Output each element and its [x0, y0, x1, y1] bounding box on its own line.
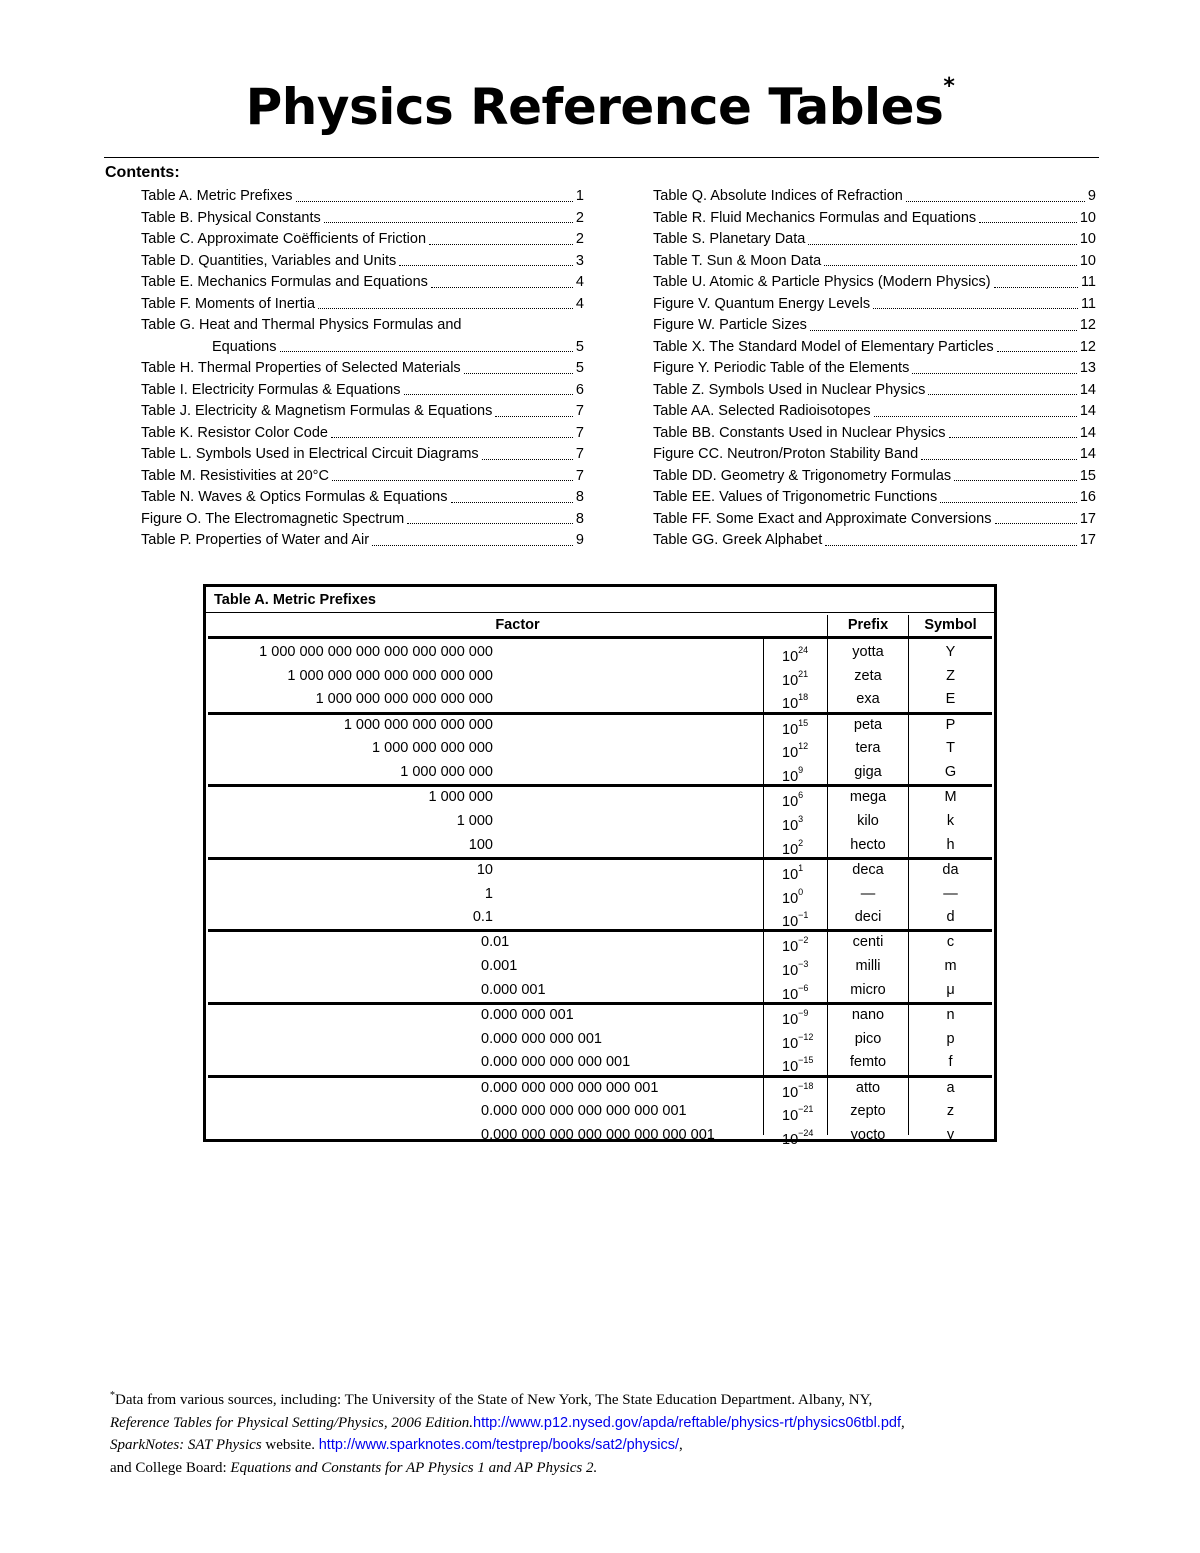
- toc-entry-page: 14: [1079, 403, 1096, 419]
- factor-value: 1: [484, 885, 493, 902]
- toc-leader-dots: [332, 480, 573, 481]
- toc-entry[interactable]: [141, 466, 584, 488]
- toc-leader-dots: [921, 459, 1077, 460]
- prefix-name: hecto: [850, 836, 886, 853]
- toc-entry[interactable]: [141, 530, 584, 552]
- toc-entry-page: 13: [1079, 360, 1096, 376]
- toc-entry-title: Table Q. Absolute Indices of Refraction: [653, 188, 903, 204]
- toc-entry[interactable]: [141, 337, 584, 359]
- toc-entry-title: Table T. Sun & Moon Data: [653, 252, 822, 269]
- power-exponent: 15: [798, 717, 809, 728]
- factor-value: 1 000 000 000: [400, 764, 493, 780]
- power-base: 10: [782, 939, 799, 956]
- toc-entry-title: Table AA. Selected Radioisotopes: [653, 403, 871, 419]
- toc-entry-page: 1: [575, 188, 584, 204]
- toc-entry[interactable]: [141, 487, 584, 509]
- footnote-source-title: SparkNotes: SAT Physics: [110, 1437, 262, 1453]
- prefix-name: kilo: [857, 812, 879, 829]
- toc-entry[interactable]: [653, 487, 1096, 509]
- power-base: 10: [782, 841, 799, 858]
- power-of-ten: [782, 688, 808, 712]
- prefix-symbol: c: [946, 934, 955, 951]
- prefix-symbol: a: [946, 1079, 955, 1096]
- factor-value: 1 000 000: [428, 789, 493, 806]
- power-base: 10: [782, 866, 799, 883]
- power-of-ten: [782, 714, 808, 738]
- toc-leader-dots: [431, 287, 573, 288]
- toc-entry[interactable]: [141, 315, 584, 337]
- prefix-symbol: Z: [946, 667, 955, 684]
- prefix-name: micro: [850, 981, 886, 998]
- power-base: 10: [782, 768, 799, 785]
- power-base: 10: [782, 890, 799, 907]
- power-base: 10: [782, 721, 799, 738]
- power-of-ten: [782, 834, 803, 858]
- power-exponent: −15: [798, 1055, 814, 1066]
- prefix-symbol: f: [948, 1054, 953, 1071]
- power-of-ten: [782, 1004, 808, 1028]
- power-base: 10: [782, 962, 799, 979]
- toc-leader-dots: [451, 502, 573, 503]
- toc-entry[interactable]: [653, 229, 1096, 251]
- prefix-symbol: E: [945, 691, 956, 708]
- factor-value: 0.000 000 000 001: [481, 1030, 602, 1047]
- power-base: 10: [782, 986, 799, 1003]
- toc-leader-dots: [324, 222, 573, 223]
- toc-entry[interactable]: [141, 186, 584, 208]
- toc-entry[interactable]: [653, 315, 1096, 337]
- toc-entry-title: Table A. Metric Prefixes: [141, 188, 293, 204]
- toc-entry-page: 10: [1079, 231, 1096, 247]
- toc-entry-title: Table GG. Greek Alphabet: [653, 532, 823, 548]
- toc-entry[interactable]: [653, 251, 1096, 273]
- header-prefix: Prefix: [828, 615, 908, 639]
- toc-leader-dots: [407, 523, 573, 524]
- toc-entry-title: Figure W. Particle Sizes: [653, 317, 807, 333]
- toc-leader-dots: [429, 244, 573, 245]
- toc-leader-dots: [296, 201, 573, 202]
- power-of-ten: [782, 931, 808, 955]
- toc-entry-title: Table J. Electricity & Magnetism Formulas & Equations: [141, 403, 493, 419]
- toc-entry-page: 6: [575, 381, 584, 398]
- toc-entry-title: Table L. Symbols Used in Electrical Circuit Diagrams: [141, 446, 479, 462]
- toc-entry-title: Table U. Atomic & Particle Physics (Modern Physics): [653, 274, 991, 290]
- toc-entry[interactable]: [653, 186, 1096, 208]
- prefix-symbol: P: [945, 716, 956, 733]
- toc-entry-title: Table S. Planetary Data: [653, 231, 806, 247]
- toc-entry-page: 11: [1080, 274, 1096, 290]
- power-exponent: −24: [798, 1128, 814, 1138]
- toc-leader-dots: [824, 265, 1077, 266]
- prefix-name: giga: [854, 764, 882, 780]
- toc-entry-page: 10: [1079, 252, 1096, 269]
- toc-entry-title: Table B. Physical Constants: [141, 209, 321, 226]
- prefix-name: centi: [852, 934, 884, 951]
- factor-value: 1 000: [456, 812, 493, 829]
- footnote-text: Data from various sources, including: The University of the State of New York, The State Education Department. Albany, NY,: [115, 1392, 873, 1408]
- power-exponent: 1: [798, 862, 804, 873]
- toc-entry[interactable]: [141, 208, 584, 230]
- footnote-punct: ,: [678, 1437, 683, 1453]
- toc-leader-dots: [949, 437, 1077, 438]
- power-of-ten: [782, 786, 803, 810]
- toc-entry-page: 10: [1079, 209, 1096, 226]
- toc-entry-page: 9: [1087, 188, 1096, 204]
- toc-entry-page: 7: [575, 467, 584, 484]
- power-base: 10: [782, 745, 799, 762]
- power-of-ten: [782, 1124, 813, 1148]
- toc-entry[interactable]: [653, 423, 1096, 445]
- toc-leader-dots: [810, 330, 1077, 331]
- toc-entry-title: Table C. Approximate Coëfficients of Friction: [141, 231, 427, 247]
- toc-entry[interactable]: [653, 509, 1096, 531]
- toc-entry-page: 3: [575, 252, 584, 269]
- toc-entry-page: 5: [575, 360, 584, 376]
- toc-entry-title: Table M. Resistivities at 20°C: [141, 467, 329, 484]
- factor-value: 1 000 000 000 000 000 000 000 000: [259, 644, 493, 660]
- prefix-name: peta: [853, 716, 883, 733]
- toc-entry[interactable]: [141, 401, 584, 423]
- header-symbol: Symbol: [909, 615, 992, 639]
- power-of-ten: [782, 955, 808, 979]
- prefix-symbol: Y: [945, 644, 956, 660]
- power-exponent: −21: [798, 1104, 814, 1115]
- power-of-ten: [782, 761, 803, 785]
- power-of-ten: [782, 1028, 813, 1052]
- power-base: 10: [782, 648, 799, 665]
- power-exponent: 21: [798, 668, 809, 679]
- toc-entry-page: 17: [1079, 510, 1096, 527]
- toc-left-column: [141, 186, 584, 552]
- toc-entry-page: 8: [575, 489, 584, 505]
- prefix-symbol: M: [944, 789, 957, 806]
- toc-entry-page: 11: [1080, 295, 1096, 312]
- prefix-symbol: k: [946, 812, 955, 829]
- toc-entry[interactable]: [141, 272, 584, 294]
- toc-entry-title: Table P. Properties of Water and Air: [141, 532, 370, 548]
- power-exponent: 12: [798, 741, 809, 752]
- prefix-name: yocto: [850, 1127, 886, 1143]
- toc-leader-dots: [906, 201, 1085, 202]
- toc-leader-dots: [464, 373, 573, 374]
- power-of-ten: [782, 810, 803, 834]
- prefix-symbol: da: [942, 861, 959, 878]
- toc-leader-dots: [825, 545, 1077, 546]
- page-title-text: Physics Reference Tables: [245, 78, 944, 136]
- toc-leader-dots: [954, 480, 1077, 481]
- toc-entry-page: 5: [575, 338, 584, 355]
- toc-entry-page: 7: [575, 446, 584, 462]
- prefix-symbol: m: [944, 958, 957, 975]
- table-caption: Table A. Metric Prefixes: [206, 587, 994, 613]
- power-base: 10: [782, 1131, 799, 1148]
- prefix-symbol: p: [946, 1030, 955, 1047]
- footnote-source-title: Reference Tables for Physical Setting/Physics, 2006 Edition.: [110, 1414, 473, 1431]
- power-exponent: −1: [798, 910, 809, 921]
- prefix-name: atto: [855, 1079, 881, 1096]
- power-base: 10: [782, 1035, 799, 1052]
- toc-entry-title: Table X. The Standard Model of Elementary Particles: [653, 338, 994, 355]
- toc-entry-title: Table EE. Values of Trigonometric Functions: [653, 489, 938, 505]
- toc-entry-title: Table K. Resistor Color Code: [141, 424, 328, 441]
- prefix-symbol: y: [946, 1127, 955, 1143]
- toc-entry[interactable]: [653, 272, 1096, 294]
- power-exponent: −3: [798, 959, 809, 970]
- power-exponent: −9: [798, 1008, 809, 1018]
- power-exponent: −18: [798, 1080, 814, 1091]
- toc-entry[interactable]: [653, 530, 1096, 552]
- prefix-symbol: n: [946, 1007, 955, 1023]
- toc-entry[interactable]: [141, 229, 584, 251]
- toc-entry-title: Table G. Heat and Thermal Physics Formulas and: [141, 317, 462, 333]
- power-of-ten: [782, 641, 808, 665]
- toc-entry[interactable]: [141, 444, 584, 466]
- toc-entry-title: Table Z. Symbols Used in Nuclear Physics: [653, 381, 926, 398]
- toc-entry[interactable]: [653, 358, 1096, 380]
- power-exponent: 6: [798, 790, 804, 801]
- prefix-symbol: d: [946, 909, 955, 926]
- prefix-name: milli: [855, 958, 881, 975]
- toc-leader-dots: [997, 351, 1077, 352]
- toc-leader-dots: [482, 459, 573, 460]
- nysed-link[interactable]: http://www.p12.nysed.gov/apda/reftable/physics-rt/physics06tbl.pdf: [473, 1414, 901, 1431]
- toc-entry-page: 14: [1079, 381, 1096, 398]
- power-base: 10: [782, 817, 799, 834]
- prefix-name: mega: [849, 789, 887, 806]
- prefix-name: exa: [856, 691, 880, 708]
- prefix-symbol: h: [946, 836, 955, 853]
- power-exponent: 2: [798, 837, 804, 848]
- toc-entry-title: Figure Y. Periodic Table of the Elements: [653, 360, 910, 376]
- toc-entry-title: Table DD. Geometry & Trigonometry Formulas: [653, 467, 952, 484]
- toc-leader-dots: [280, 351, 573, 352]
- factor-value: 0.001: [481, 958, 518, 975]
- power-base: 10: [782, 672, 799, 689]
- metric-prefixes-table: [203, 584, 997, 1148]
- toc-entry[interactable]: [653, 444, 1096, 466]
- toc-entry-title: Table I. Electricity Formulas & Equations: [141, 381, 401, 398]
- toc-entry[interactable]: [141, 251, 584, 273]
- toc-leader-dots: [404, 394, 573, 395]
- factor-value: 0.000 000 001: [481, 1007, 574, 1023]
- toc-entry-page: 7: [575, 424, 584, 441]
- prefix-symbol: T: [946, 740, 955, 757]
- toc-leader-dots: [994, 287, 1078, 288]
- factor-value: 100: [468, 836, 493, 853]
- footnote-text: website.: [261, 1437, 319, 1453]
- toc-leader-dots: [940, 502, 1077, 503]
- toc-leader-dots: [928, 394, 1076, 395]
- factor-value: 1 000 000 000 000: [372, 740, 493, 757]
- toc-entry-page: 17: [1079, 532, 1096, 548]
- toc-entry[interactable]: [653, 380, 1096, 402]
- toc-entry[interactable]: [141, 294, 584, 316]
- toc-entry-page: 9: [575, 532, 584, 548]
- power-of-ten: [782, 1100, 813, 1124]
- power-exponent: −12: [798, 1031, 814, 1042]
- power-exponent: −2: [798, 935, 809, 946]
- toc-entry-title: Table N. Waves & Optics Formulas & Equations: [141, 489, 448, 505]
- power-exponent: 18: [798, 692, 809, 703]
- toc-entry-title: Table H. Thermal Properties of Selected Materials: [141, 360, 461, 376]
- prefix-symbol: z: [946, 1103, 955, 1120]
- toc-leader-dots: [331, 437, 573, 438]
- toc-leader-dots: [399, 265, 573, 266]
- prefix-name: tera: [855, 740, 881, 757]
- power-of-ten: [782, 906, 808, 930]
- toc-entry-page: 8: [575, 510, 584, 527]
- title-footnote-mark: *: [943, 74, 955, 99]
- prefix-name: zeta: [854, 667, 882, 684]
- power-exponent: 24: [798, 645, 809, 655]
- toc-entry[interactable]: [141, 509, 584, 531]
- prefix-name: nano: [851, 1007, 885, 1023]
- toc-right-column: [653, 186, 1096, 552]
- power-of-ten: [782, 737, 808, 761]
- power-exponent: 0: [798, 886, 804, 897]
- factor-value: 0.000 000 000 000 000 000 001: [481, 1103, 687, 1120]
- prefix-name: deci: [854, 909, 882, 926]
- toc-entry[interactable]: [653, 401, 1096, 423]
- factor-value: 10: [476, 861, 493, 878]
- toc-entry-page: 2: [575, 209, 584, 226]
- prefix-symbol: G: [944, 764, 957, 780]
- factor-value: 1 000 000 000 000 000 000: [315, 691, 493, 708]
- toc-entry-page: 7: [575, 403, 584, 419]
- toc-entry-title: Table FF. Some Exact and Approximate Conversions: [653, 510, 992, 527]
- title-divider: [104, 157, 1099, 158]
- prefix-symbol: μ: [946, 981, 955, 998]
- footnote: [110, 1385, 1110, 1479]
- footnote-line-2: [110, 1412, 1110, 1435]
- prefix-name: pico: [854, 1030, 882, 1047]
- toc-leader-dots: [495, 416, 573, 417]
- power-of-ten: [782, 979, 808, 1003]
- prefix-name: femto: [849, 1054, 887, 1071]
- footnote-line-3: [110, 1434, 1110, 1457]
- table-body: [208, 615, 992, 1148]
- toc-entry-page: 14: [1079, 424, 1096, 441]
- toc-leader-dots: [979, 222, 1077, 223]
- power-of-ten: [782, 883, 803, 907]
- toc-entry-title: Table E. Mechanics Formulas and Equations: [141, 274, 428, 290]
- factor-value: 1 000 000 000 000 000: [343, 716, 493, 733]
- toc-leader-dots: [372, 545, 573, 546]
- toc-entry[interactable]: [141, 358, 584, 380]
- toc-entry-page: 15: [1079, 467, 1096, 484]
- toc-entry-page: 4: [575, 274, 584, 290]
- power-base: 10: [782, 1011, 799, 1028]
- page-title: [0, 74, 1200, 136]
- factor-value: 0.1: [472, 909, 493, 926]
- prefix-name: yotta: [852, 644, 884, 660]
- footnote-mark: *: [110, 1390, 115, 1401]
- toc-entry[interactable]: [141, 423, 584, 445]
- toc-leader-dots: [995, 523, 1077, 524]
- power-of-ten: [782, 665, 808, 689]
- footnote-punct: ,: [900, 1414, 905, 1431]
- toc-entry[interactable]: [653, 208, 1096, 230]
- toc-entry-page: 12: [1079, 338, 1096, 355]
- prefix-name: zepto: [850, 1103, 886, 1120]
- toc-entry-page: 2: [575, 231, 584, 247]
- footnote-line-4: [110, 1457, 1110, 1480]
- factor-value: 1 000 000 000 000 000 000 000: [287, 667, 493, 684]
- power-base: 10: [782, 1084, 799, 1101]
- factor-value: 0.000 000 000 000 001: [481, 1054, 631, 1071]
- power-of-ten: [782, 1051, 813, 1075]
- toc-leader-dots: [808, 244, 1077, 245]
- footnote-source-title: Equations and Constants for AP Physics 1 and AP Physics 2.: [230, 1459, 598, 1476]
- toc-leader-dots: [318, 308, 573, 309]
- sparknotes-link[interactable]: http://www.sparknotes.com/testprep/books/sat2/physics/: [318, 1437, 679, 1453]
- footnote-text: and College Board:: [110, 1459, 231, 1476]
- toc-entry-title: Table F. Moments of Inertia: [141, 295, 316, 312]
- header-factor: Factor: [208, 615, 827, 639]
- toc-entry-title: Table R. Fluid Mechanics Formulas and Equations: [653, 209, 977, 226]
- power-base: 10: [782, 1108, 799, 1125]
- toc-entry-page: 14: [1079, 446, 1096, 462]
- contents-heading: Contents:: [105, 164, 180, 181]
- power-base: 10: [782, 914, 799, 931]
- power-of-ten: [782, 859, 803, 883]
- toc-entry-title: Figure V. Quantum Energy Levels: [653, 295, 871, 312]
- factor-value: 0.000 000 000 000 000 001: [481, 1079, 659, 1096]
- power-of-ten: [782, 1077, 813, 1101]
- power-exponent: 9: [798, 765, 804, 775]
- toc-entry[interactable]: [141, 380, 584, 402]
- toc-entry[interactable]: [653, 294, 1096, 316]
- toc-leader-dots: [874, 416, 1077, 417]
- toc-entry-title: Figure O. The Electromagnetic Spectrum: [141, 510, 405, 527]
- toc-entry[interactable]: [653, 337, 1096, 359]
- prefix-name: —: [860, 885, 876, 902]
- toc-entry-title: Table D. Quantities, Variables and Units: [141, 252, 397, 269]
- toc-entry-title: Table BB. Constants Used in Nuclear Physics: [653, 424, 946, 441]
- factor-value: 0.000 000 000 000 000 000 000 001: [481, 1127, 715, 1143]
- footnote-line-1: [110, 1385, 1110, 1412]
- prefix-symbol: —: [943, 885, 958, 902]
- power-base: 10: [782, 794, 799, 811]
- toc-entry[interactable]: [653, 466, 1096, 488]
- power-base: 10: [782, 1059, 799, 1076]
- toc-entry-title: Figure CC. Neutron/Proton Stability Band: [653, 446, 919, 462]
- toc-leader-dots: [912, 373, 1077, 374]
- toc-entry-page: 16: [1079, 489, 1096, 505]
- toc-entry-title: Equations: [212, 338, 277, 355]
- factor-value: 0.01: [481, 934, 510, 951]
- power-exponent: 3: [798, 813, 804, 824]
- toc-leader-dots: [873, 308, 1078, 309]
- toc-entry-page: 12: [1079, 317, 1096, 333]
- power-base: 10: [782, 696, 799, 713]
- toc-entry-page: 4: [575, 295, 584, 312]
- power-exponent: −6: [798, 982, 809, 993]
- factor-value: 0.000 001: [481, 981, 546, 998]
- prefix-name: deca: [852, 861, 884, 878]
